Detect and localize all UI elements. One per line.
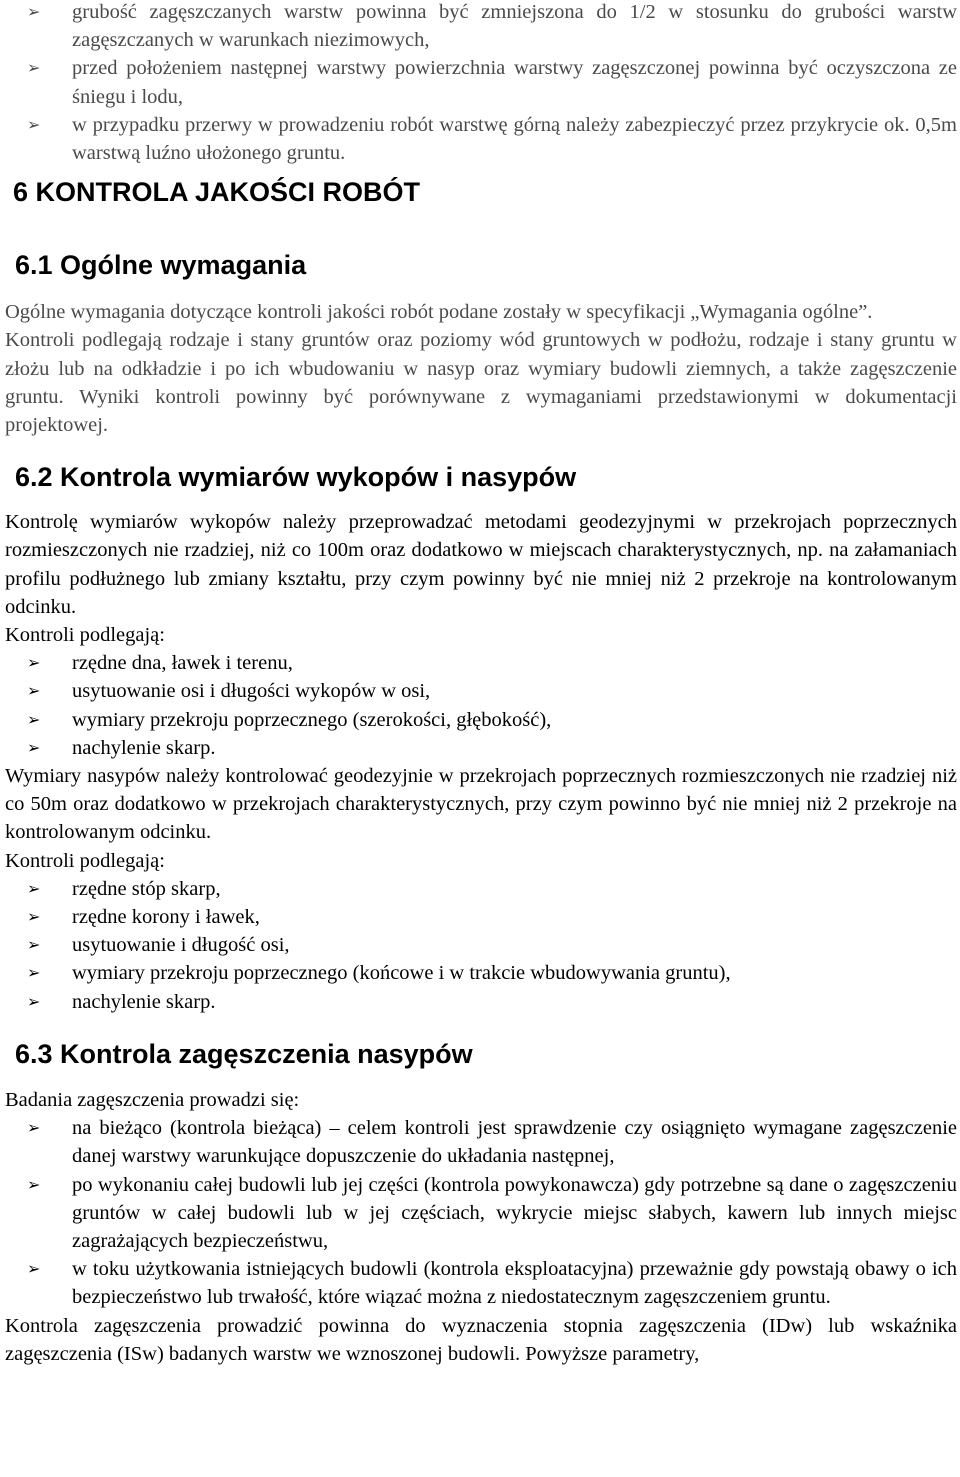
paragraph-control-scope: Kontroli podlegają rodzaje i stany gruntów oraz poziomy wód gruntowych w podłożu, rodzaje i stany gruntu w złożu lub na odkładzie i po ich wbudowaniu w nasyp oraz wymiary budowli ziemnych, a także zagęszczenie gruntu. Wyniki kontroli powinny być porównywane z wymaganiami przedstawionymi w dokumentacji projektowej. <box>5 329 957 437</box>
list-item: ➢ na bieżąco (kontrola bieżąca) – celem kontroli jest sprawdzenie czy osiągnięto wymagane zagęszczenie danej warstwy warunkujące dopuszczenie do układania następnej, <box>5 1114 957 1170</box>
paragraph-lead-subject-1: Kontroli podlegają: <box>5 624 165 647</box>
bullet-list-embankment-checks <box>5 875 957 1016</box>
arrow-bullet-icon: ➢ <box>27 907 41 927</box>
paragraph-embankment-dimensions: Wymiary nasypów należy kontrolować geodezyjnie w przekrojach poprzecznych rozmieszczonych nie rzadziej niż co 50m oraz dodatkowo w przekrojach charakterystycznych, przy czym powinno być nie mniej niż 2 przekroje na kontrolowanym odcinku. <box>5 765 957 844</box>
list-item: ➢ usytuowanie i długość osi, <box>5 931 957 959</box>
paragraph-compaction-parameters: Kontrola zagęszczenia prowadzić powinna do wyznaczenia stopnia zagęszczenia (IDw) lub wskaźnika zagęszczenia (ISw) badanych warstw we wznoszonej budowli. Powyższe parametry, <box>5 1314 957 1365</box>
paragraph-excavation-dimensions: Kontrolę wymiarów wykopów należy przeprowadzać metodami geodezyjnymi w przekrojach poprzecznych rozmieszczonych nie rzadziej, niż co 100m oraz dodatkowo w miejscach charakterystycznych, np. na załamaniach profilu podłużnego lub zmiany kształtu, przy czym powinny być nie mniej niż 2 przekroje na kontrolowanym odcinku. <box>5 511 957 618</box>
list-item: ➢ grubość zagęszczanych warstw powinna być zmniejszona do 1/2 w stosunku do grubości warstw zagęszczanych w warunkach niezimowych, <box>5 0 957 54</box>
list-item: ➢ wymiary przekroju poprzecznego (końcowe i w trakcie wbudowywania gruntu), <box>5 959 957 987</box>
bullet-list-excavation-checks <box>5 649 957 762</box>
list-item: ➢ rzędne dna, ławek i terenu, <box>5 649 957 677</box>
arrow-bullet-icon: ➢ <box>27 1259 41 1279</box>
arrow-bullet-icon: ➢ <box>27 2 41 21</box>
arrow-bullet-icon: ➢ <box>27 653 41 673</box>
arrow-bullet-icon: ➢ <box>27 114 41 134</box>
arrow-bullet-icon: ➢ <box>27 681 41 701</box>
paragraph-lead-compaction: Badania zagęszczenia prowadzi się: <box>5 1088 300 1111</box>
arrow-bullet-icon: ➢ <box>27 1118 41 1138</box>
arrow-bullet-icon: ➢ <box>27 935 41 955</box>
paragraph-general-requirements: Ogólne wymagania dotyczące kontroli jakości robót podane zostały w specyfikacji „Wymagania ogólne”. <box>5 301 873 324</box>
subsection-heading-6-1: 6.1 Ogólne wymagania <box>15 250 307 281</box>
list-item: ➢ w przypadku przerwy w prowadzeniu robót warstwę górną należy zabezpieczyć przez przykrycie ok. 0,5m warstwą luźno ułożonego gruntu. <box>5 111 957 167</box>
arrow-bullet-icon: ➢ <box>27 878 41 898</box>
arrow-bullet-icon: ➢ <box>27 709 41 729</box>
list-item: ➢ w toku użytkowania istniejących budowli (kontrola eksploatacyjna) przeważnie gdy powstają obawy o ich bezpieczeństwo lub trwałość, które wiązać można z niedostatecznym zagęszczeniem gruntu. <box>5 1255 957 1311</box>
list-item: ➢ nachylenie skarp. <box>5 734 957 762</box>
bullet-list-compaction-tests <box>5 1114 957 1311</box>
section-heading-6: 6 KONTROLA JAKOŚCI ROBÓT <box>13 177 421 208</box>
subsection-heading-6-2: 6.2 Kontrola wymiarów wykopów i nasypów <box>15 462 577 493</box>
arrow-bullet-icon: ➢ <box>27 963 41 983</box>
paragraph-lead-subject-2: Kontroli podlegają: <box>5 849 165 872</box>
list-item: ➢ po wykonaniu całej budowli lub jej części (kontrola powykonawcza) gdy potrzebne są dane o zagęszczeniu gruntów w całej budowli lub w jej częściach, wykrycie miejsc słabych, kawern lub innych miejsc zagrażających bezpieczeństwu, <box>5 1171 957 1256</box>
arrow-bullet-icon: ➢ <box>27 1174 41 1194</box>
subsection-heading-6-3: 6.3 Kontrola zagęszczenia nasypów <box>15 1038 473 1069</box>
list-item: ➢ rzędne korony i ławek, <box>5 903 957 931</box>
arrow-bullet-icon: ➢ <box>27 737 41 757</box>
list-item: ➢ wymiary przekroju poprzecznego (szerokości, głębokość), <box>5 706 957 734</box>
list-item: ➢ rzędne stóp skarp, <box>5 875 957 903</box>
bullet-list-winter-works <box>5 0 957 167</box>
list-item: ➢ nachylenie skarp. <box>5 988 957 1016</box>
list-item: ➢ usytuowanie osi i długości wykopów w osi, <box>5 677 957 705</box>
list-item: ➢ przed położeniem następnej warstwy powierzchnia warstwy zagęszczonej powinna być oczyszczona ze śniegu i lodu, <box>5 54 957 110</box>
arrow-bullet-icon: ➢ <box>27 991 41 1011</box>
arrow-bullet-icon: ➢ <box>27 58 41 78</box>
